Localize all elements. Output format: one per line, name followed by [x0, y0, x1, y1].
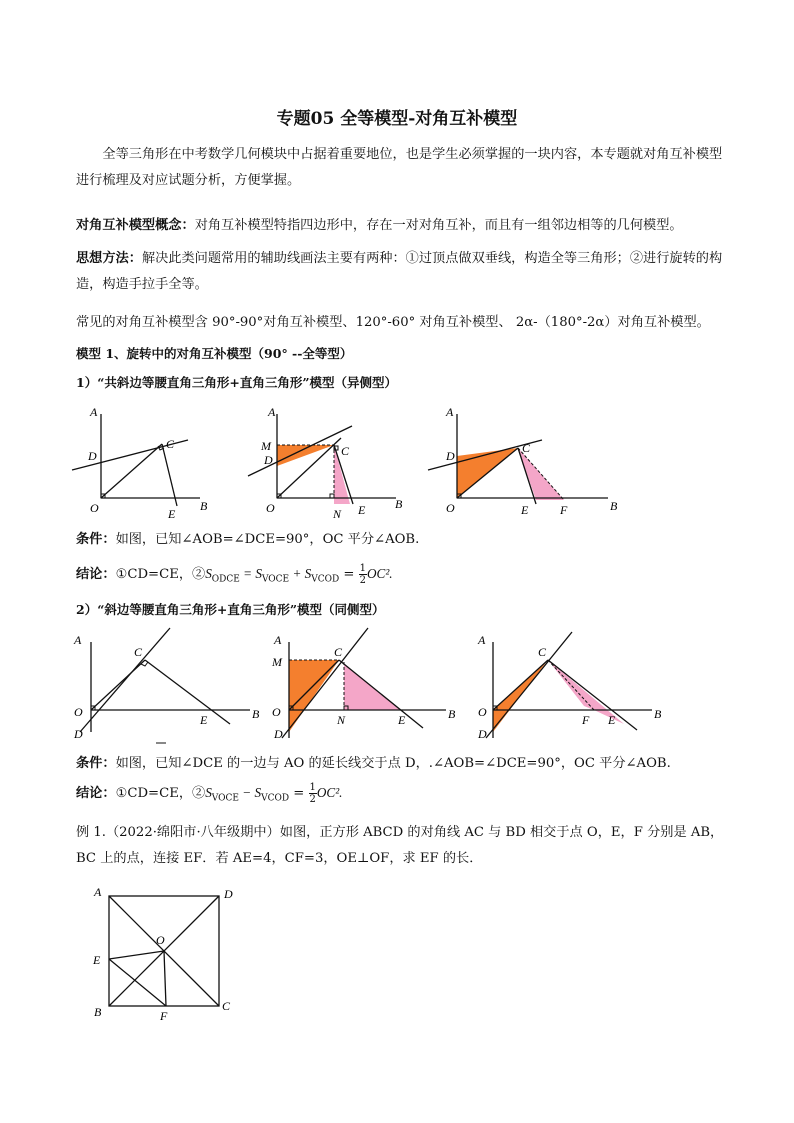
- label-O: O: [446, 501, 455, 515]
- sub2-heading: 2）“斜边等腰直角三角形+直角三角形”模型（同侧型）: [76, 602, 385, 617]
- example-1-figure: [86, 884, 256, 1024]
- label-A: A: [94, 885, 102, 899]
- conclusion-1-label: 结论：: [76, 567, 116, 582]
- model1-heading: 模型 1、旋转中的对角互补模型（90° --全等型）: [76, 346, 353, 361]
- label-D: D: [74, 727, 83, 741]
- common-models: 常见的对角互补模型含 90°-90°对角互补模型、120°-60° 对角互补模型、 2α-（180°-2α）对角互补模型。: [76, 315, 710, 330]
- conclusion-2-p1: ①CD=CE，②: [115, 786, 206, 801]
- label-A: A: [268, 405, 276, 419]
- label-O: O: [478, 705, 487, 719]
- fraction-numerator: 1: [359, 563, 367, 574]
- conclusion-1-p1: ①CD=CE，②: [115, 567, 206, 582]
- condition-2: [76, 751, 726, 777]
- label-E: E: [168, 507, 176, 521]
- label-A: A: [478, 633, 486, 647]
- concept-text: 对角互补模型特指四边形中，存在一对对角互补，而且有一组邻边相等的几何模型。: [194, 218, 683, 233]
- label-D: D: [264, 453, 273, 467]
- label-O: O: [156, 933, 165, 947]
- condition-2-text: 如图，已知∠DCE 的一边与 AO 的延长线交于点 D，.∠AOB=∠DCE=90°，OC 平分∠AOB.: [115, 756, 671, 771]
- condition-1-label: 条件：: [76, 532, 116, 547]
- label-B: B: [94, 1005, 102, 1019]
- method-label: 思想方法：: [76, 251, 142, 266]
- conclusion-1-plus: + S: [289, 566, 312, 581]
- conclusion-2-label: 结论：: [76, 786, 116, 801]
- label-C: C: [166, 437, 175, 451]
- example-1-text: 例 1.（2022·绵阳市·八年级期中）如图，正方形 ABCD 的对角线 AC 与 BD 相交于点 O，E，F 分别是 AB，BC 上的点，连接 EF．若 AE=4，CF=3，OE⊥OF，求 EF 的长．: [76, 825, 724, 866]
- fraction-denominator: 2: [309, 794, 316, 805]
- condition-1: [76, 527, 726, 553]
- label-C: C: [341, 444, 350, 458]
- label-C: C: [538, 645, 547, 659]
- label-D: D: [446, 449, 455, 463]
- label-E: E: [93, 953, 101, 967]
- sub1-heading: 1）“共斜边等腰直角三角形+直角三角形”模型（异侧型）: [76, 375, 398, 390]
- label-E: E: [521, 503, 529, 517]
- condition-1-text: 如图，已知∠AOB=∠DCE=90°，OC 平分∠AOB.: [115, 532, 420, 547]
- conclusion-1-eq1: = S: [239, 566, 262, 581]
- label-B: B: [610, 499, 618, 513]
- figure-1b: [246, 400, 406, 520]
- label-M: M: [272, 655, 282, 669]
- label-B: B: [654, 707, 662, 721]
- label-C: C: [222, 999, 231, 1013]
- fraction-numerator: 1: [309, 782, 316, 793]
- label-O: O: [272, 705, 281, 719]
- label-B: B: [252, 707, 260, 721]
- concept-paragraph: [76, 213, 726, 239]
- conclusion-2: [76, 780, 726, 812]
- figure-1c: [426, 400, 616, 520]
- label-E: E: [358, 503, 366, 517]
- label-C: C: [334, 645, 343, 659]
- label-M: M: [261, 439, 271, 453]
- label-F: F: [582, 713, 590, 727]
- label-A: A: [446, 405, 454, 419]
- label-B: B: [200, 499, 208, 513]
- label-E: E: [608, 713, 616, 727]
- label-E: E: [200, 713, 208, 727]
- label-B: B: [448, 707, 456, 721]
- label-F: F: [160, 1009, 168, 1023]
- fraction-denominator: 2: [359, 575, 367, 586]
- conclusion-2-s1-sub: VOCE: [211, 793, 239, 804]
- figure-1a: [70, 400, 230, 520]
- label-A: A: [274, 633, 282, 647]
- conclusion-2-fraction: [309, 782, 317, 805]
- label-O: O: [74, 705, 83, 719]
- label-A: A: [90, 405, 98, 419]
- conclusion-1-s2-sub: VOCE: [261, 574, 290, 585]
- label-N: N: [337, 713, 346, 727]
- conclusion-1-s1-sub: ODCE: [211, 574, 240, 585]
- figure-2c: [472, 628, 672, 748]
- conclusion-2-minus: − S: [238, 785, 262, 800]
- label-D: D: [88, 449, 97, 463]
- figure-2b: [268, 628, 468, 748]
- label-C: C: [134, 645, 143, 659]
- concept-label: 对角互补模型概念：: [76, 218, 195, 233]
- method-text: 解决此类问题常用的辅助线画法主要有两种：①过顶点做双垂线，构造全等三角形；②进行旋转的构造，构造手拉手全等。: [76, 251, 723, 292]
- label-N: N: [333, 507, 342, 521]
- intro-paragraph: 全等三角形在中考数学几何模块中占据着重要地位，也是学生必须掌握的一块内容，本专题就对角互补模型进行梳理及对应试题分析，方便掌握。: [76, 147, 723, 188]
- conclusion-2-s2-sub: VCOD: [261, 793, 290, 804]
- conclusion-1: [76, 561, 726, 593]
- method-paragraph: [76, 246, 726, 298]
- label-D: D: [478, 727, 487, 741]
- label-F: F: [560, 503, 568, 517]
- conclusion-1-tail: OC².: [367, 566, 393, 581]
- conclusion-1-s1: S: [205, 566, 212, 581]
- label-C: C: [522, 441, 531, 455]
- label-A: A: [74, 633, 82, 647]
- label-D: D: [274, 727, 283, 741]
- conclusion-1-eq2: =: [339, 567, 359, 582]
- page-title: 专题05 全等模型-对角互补模型: [276, 109, 518, 129]
- conclusion-2-tail: OC².: [316, 785, 343, 800]
- label-D: D: [224, 887, 233, 901]
- label-O: O: [90, 501, 99, 515]
- conclusion-2-eq: =: [289, 786, 309, 801]
- conclusion-2-s1: S: [205, 785, 212, 800]
- conclusion-1-fraction: [359, 563, 367, 586]
- conclusion-1-s3-sub: VCOD: [311, 574, 340, 585]
- label-B: B: [395, 497, 403, 511]
- figure-2a: [70, 628, 270, 748]
- condition-2-label: 条件：: [76, 756, 116, 771]
- label-O: O: [266, 501, 275, 515]
- label-E: E: [398, 713, 406, 727]
